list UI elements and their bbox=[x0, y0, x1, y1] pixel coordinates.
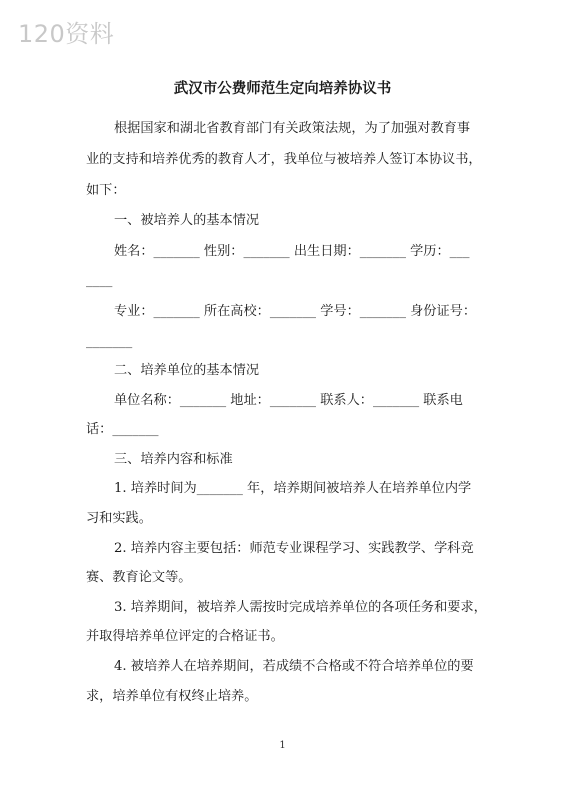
section3-item-3-line-2: 并取得培养单位评定的合格证书。 bbox=[86, 629, 284, 644]
section1-row-2: 专业：_______ 所在高校：_______ 学号：_______ 身份证号： bbox=[114, 304, 477, 319]
page-number: 1 bbox=[279, 740, 286, 751]
section2-row-1: 单位名称：_______ 地址：_______ 联系人：_______ 联系电 bbox=[114, 393, 463, 408]
section3-item-3-line-1: 3. 培养期间，被培养人需按时完成培养单位的各项任务和要求， bbox=[114, 600, 487, 615]
watermark-logo: 120资料 bbox=[18, 20, 115, 48]
intro-line-1: 根据国家和湖北省教育部门有关政策法规，为了加强对教育事 bbox=[114, 121, 471, 136]
section2-row-1-continued: 话：_______ bbox=[86, 422, 159, 437]
section3-item-4-line-2: 求，培养单位有权终止培养。 bbox=[86, 689, 258, 704]
intro-line-3: 如下： bbox=[86, 183, 126, 198]
section1-row-1-continued: ____ bbox=[86, 273, 113, 288]
document-title: 武汉市公费师范生定向培养协议书 bbox=[173, 80, 392, 97]
section-heading-3: 三、培养内容和标准 bbox=[114, 452, 233, 467]
section3-item-4-line-1: 4. 被培养人在培养期间，若成绩不合格或不符合培养单位的要 bbox=[114, 659, 474, 674]
section1-row-2-continued: _______ bbox=[86, 334, 133, 349]
intro-line-2: 业的支持和培养优秀的教育人才，我单位与被培养人签订本协议书， bbox=[86, 152, 482, 167]
section1-row-1: 姓名：_______ 性别：_______ 出生日期：_______ 学历：___ bbox=[114, 244, 470, 259]
section3-item-2-line-2: 赛、教育论文等。 bbox=[86, 570, 192, 585]
section-heading-2: 二、培养单位的基本情况 bbox=[114, 363, 260, 378]
section3-item-1-line-1: 1. 培养时间为_______ 年，培养期间被培养人在培养单位内学 bbox=[114, 481, 472, 496]
section3-item-1-line-2: 习和实践。 bbox=[86, 511, 152, 526]
section3-item-2-line-1: 2. 培养内容主要包括：师范专业课程学习、实践教学、学科竞 bbox=[114, 541, 474, 556]
section-heading-1: 一、被培养人的基本情况 bbox=[114, 213, 260, 228]
